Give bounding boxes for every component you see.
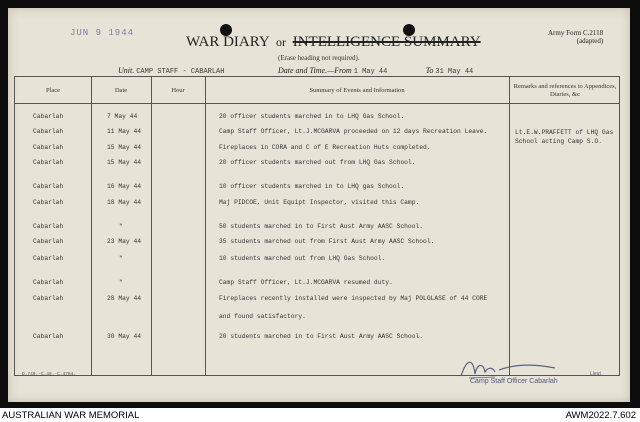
row-place: Cabarlah [33, 128, 64, 135]
row-summary: 10 students marched out from LHQ Gas School. [219, 255, 386, 262]
row-summary: 10 officer students marched in to LHQ gas School. [219, 183, 405, 190]
column-divider [91, 77, 92, 375]
row-place: Cabarlah [33, 144, 64, 151]
received-date-stamp: JUN 9 1944 [70, 28, 135, 38]
date-to-value: 31 May 44 [435, 68, 505, 77]
header-date: Date [114, 87, 128, 94]
unit-line: Unit. CAMP STAFF - CABARLAH [118, 66, 276, 77]
row-date: 28 May 44 [107, 295, 142, 302]
row-summary: Camp Staff Officer, Lt.J.MCGARVA resumed duty. [219, 279, 393, 286]
footer-institution: AUSTRALIAN WAR MEMORIAL [2, 410, 140, 421]
row-place: Cabarlah [33, 199, 64, 206]
date-from-value: 1 May 44 [354, 68, 424, 77]
row-date: 11 May 44 [107, 128, 142, 135]
footer-accession-number: AWM2022.7.602 [565, 410, 636, 421]
row-place: Cabarlah [33, 183, 64, 190]
row-summary: 35 students marched out from First Aust Army AASC School. [219, 238, 435, 245]
form-number-text: Army Form C.2118 [548, 29, 604, 37]
row-date: " [119, 279, 123, 286]
row-remarks: Lt.E.W.PRAFFETT of LHQ Gas School acting Camp S.O. [515, 129, 614, 145]
unit-value: CAMP STAFF - CABARLAH [136, 68, 276, 77]
document-title [186, 34, 481, 51]
row-summary: 20 officer students marched out from LHQ Gas School. [219, 159, 416, 166]
header-remarks: Remarks and references to Appendices, Diaries, &c [513, 83, 617, 98]
row-summary: 20 officer students marched in to LHQ Gas School. [219, 113, 405, 120]
date-from-label: Date and Time.—From [278, 66, 352, 75]
date-to-label: To [425, 66, 434, 75]
header-place: Place [45, 87, 61, 94]
row-date: " [119, 223, 123, 230]
row-summary: Fireplaces recently installed were inspected by Maj POLGLASE of 44 CORE [219, 295, 488, 302]
row-summary: Camp Staff Officer, Lt.J.MCGARVA proceeded on 12 days Recreation Leave. [219, 128, 488, 135]
row-summary: Fireplaces in CORA and C of E Recreation Huts completed. [219, 144, 431, 151]
row-place: Cabarlah [33, 159, 64, 166]
header-hour: Hour [171, 87, 185, 94]
column-divider [509, 77, 510, 375]
row-place: Cabarlah [33, 113, 64, 120]
form-number [548, 29, 603, 45]
signature-title-stamp: Camp Staff Officer Cabarlah [470, 378, 558, 385]
title-war-diary: WAR DIARY [186, 34, 270, 50]
header-divider [15, 103, 619, 104]
row-summary-continued: and found satisfactory. [219, 313, 306, 320]
row-date: 23 May 44 [107, 238, 142, 245]
title-connector: or [275, 35, 286, 49]
row-date: 15 May 44 [107, 159, 142, 166]
diary-table [14, 76, 620, 376]
header-summary: Summary of Events and Information [309, 87, 405, 94]
column-divider [205, 77, 206, 375]
row-summary: 20 students marched in to First Aust Army AASC School. [219, 333, 424, 340]
column-divider [151, 77, 152, 375]
row-place: Cabarlah [33, 333, 64, 340]
form-adapted-text: (adapted) [576, 37, 604, 45]
row-date: 18 May 44 [107, 199, 142, 206]
row-summary: 50 students marched in to First Aust Army AASC School. [219, 223, 424, 230]
row-date: " [119, 255, 123, 262]
row-date: 15 May 44 [107, 144, 142, 151]
erase-note: (Erase heading not required). [278, 54, 360, 62]
row-date: 7 May 44 [107, 113, 138, 120]
row-place: Cabarlah [33, 255, 64, 262]
row-place: Cabarlah [33, 279, 64, 286]
row-place: Cabarlah [33, 223, 64, 230]
title-intelligence-summary: INTELLIGENCE SUMMARY [292, 34, 481, 50]
row-date: 30 May 44 [107, 333, 142, 340]
row-date: 16 May 44 [107, 183, 142, 190]
form-print-code: D.740.-C.48.-C.4784. [22, 372, 77, 377]
row-place: Cabarlah [33, 238, 64, 245]
signature-rank: Lieut [590, 371, 601, 377]
unit-label: Unit [118, 66, 133, 75]
row-place: Cabarlah [33, 295, 64, 302]
row-summary: Maj PIDCOE, Unit Equipt Inspector, visited this Camp. [219, 199, 420, 206]
